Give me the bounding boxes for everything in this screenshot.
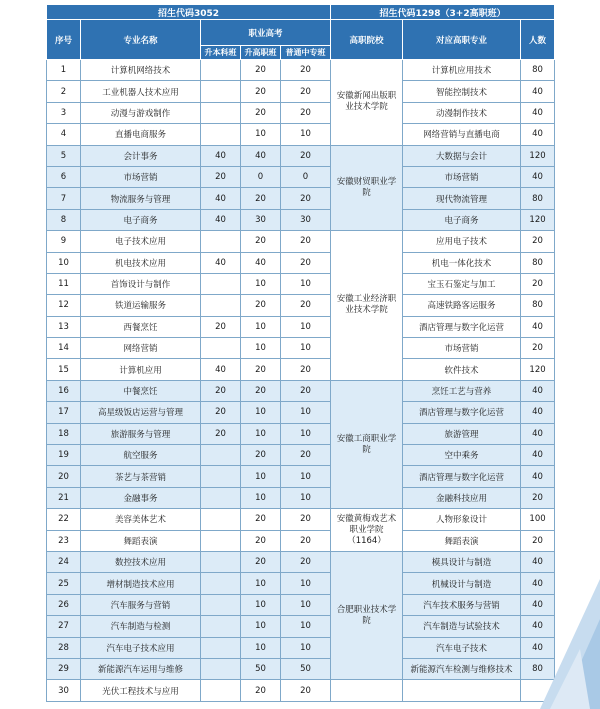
quota-count: 40 <box>521 380 555 401</box>
target-major: 高速铁路客运服务 <box>403 295 521 316</box>
secondary-count: 10 <box>281 124 331 145</box>
major-name: 中餐烹饪 <box>81 380 201 401</box>
target-major: 宝玉石鉴定与加工 <box>403 273 521 294</box>
table-row <box>47 316 555 337</box>
major-name: 会计事务 <box>81 145 201 166</box>
quota-count: 40 <box>521 466 555 487</box>
enroll-code-left: 招生代码3052 <box>47 5 331 20</box>
quota-count: 40 <box>521 573 555 594</box>
bachelor-count <box>201 60 241 81</box>
major-name: 计算机应用 <box>81 359 201 380</box>
row-number: 6 <box>47 166 81 187</box>
admissions-table <box>46 4 555 702</box>
col-header-school: 高职院校 <box>331 20 403 60</box>
major-name: 电子技术应用 <box>81 231 201 252</box>
target-major: 计算机应用技术 <box>403 60 521 81</box>
table-row <box>47 680 555 701</box>
major-name: 汽车电子技术应用 <box>81 637 201 658</box>
secondary-count: 20 <box>281 551 331 572</box>
target-major: 大数据与会计 <box>403 145 521 166</box>
higher-vocational-count: 20 <box>241 551 281 572</box>
bachelor-count <box>201 680 241 701</box>
bachelor-count <box>201 616 241 637</box>
secondary-count: 0 <box>281 166 331 187</box>
bachelor-count <box>201 487 241 508</box>
row-number: 5 <box>47 145 81 166</box>
col-header-exam: 职业高考 <box>201 20 331 46</box>
row-number: 4 <box>47 124 81 145</box>
row-number: 11 <box>47 273 81 294</box>
bachelor-count: 20 <box>201 166 241 187</box>
secondary-count: 10 <box>281 466 331 487</box>
higher-vocational-count: 10 <box>241 616 281 637</box>
bachelor-count <box>201 658 241 679</box>
row-number: 29 <box>47 658 81 679</box>
secondary-count: 50 <box>281 658 331 679</box>
bachelor-count <box>201 466 241 487</box>
quota-count: 80 <box>521 295 555 316</box>
table-row <box>47 423 555 444</box>
target-major: 汽车电子技术 <box>403 637 521 658</box>
row-number: 27 <box>47 616 81 637</box>
higher-vocational-count: 20 <box>241 530 281 551</box>
table-row <box>47 231 555 252</box>
bachelor-count: 40 <box>201 209 241 230</box>
target-major: 金融科技应用 <box>403 487 521 508</box>
bachelor-count <box>201 81 241 102</box>
quota-count: 20 <box>521 231 555 252</box>
quota-count: 40 <box>521 594 555 615</box>
quota-count: 20 <box>521 338 555 359</box>
partner-school: 合肥职业技术学院 <box>331 551 403 679</box>
major-name: 旅游服务与管理 <box>81 423 201 444</box>
higher-vocational-count: 10 <box>241 594 281 615</box>
quota-count: 40 <box>521 551 555 572</box>
quota-count: 20 <box>521 273 555 294</box>
partner-school: 安徽黄梅戏艺术职业学院（1164） <box>331 509 403 552</box>
higher-vocational-count: 40 <box>241 145 281 166</box>
row-number: 24 <box>47 551 81 572</box>
quota-count: 120 <box>521 145 555 166</box>
major-name: 茶艺与茶营销 <box>81 466 201 487</box>
table-row <box>47 487 555 508</box>
table-body <box>47 60 555 702</box>
major-name: 西餐烹饪 <box>81 316 201 337</box>
quota-count: 40 <box>521 616 555 637</box>
target-major: 动漫制作技术 <box>403 102 521 123</box>
bachelor-count <box>201 573 241 594</box>
target-major: 烹饪工艺与营养 <box>403 380 521 401</box>
target-major: 智能控制技术 <box>403 81 521 102</box>
major-name: 计算机网络技术 <box>81 60 201 81</box>
table-row <box>47 573 555 594</box>
row-number: 23 <box>47 530 81 551</box>
target-major: 机电一体化技术 <box>403 252 521 273</box>
row-number: 26 <box>47 594 81 615</box>
secondary-count: 20 <box>281 252 331 273</box>
target-major: 旅游管理 <box>403 423 521 444</box>
row-number: 19 <box>47 445 81 466</box>
mountain-decoration <box>480 559 600 709</box>
bachelor-count <box>201 445 241 466</box>
quota-count: 80 <box>521 658 555 679</box>
table-row <box>47 145 555 166</box>
higher-vocational-count: 40 <box>241 252 281 273</box>
bachelor-count: 20 <box>201 402 241 423</box>
bachelor-count: 20 <box>201 380 241 401</box>
major-name: 直播电商服务 <box>81 124 201 145</box>
quota-count: 120 <box>521 359 555 380</box>
table-row <box>47 445 555 466</box>
bachelor-count <box>201 124 241 145</box>
major-name: 光伏工程技术与应用 <box>81 680 201 701</box>
higher-vocational-count: 0 <box>241 166 281 187</box>
target-major: 网络营销与直播电商 <box>403 124 521 145</box>
bachelor-count <box>201 637 241 658</box>
table-row <box>47 252 555 273</box>
secondary-count: 20 <box>281 295 331 316</box>
target-major: 新能源汽车检测与维修技术 <box>403 658 521 679</box>
table-row <box>47 102 555 123</box>
target-major: 市场营销 <box>403 338 521 359</box>
major-name: 汽车服务与营销 <box>81 594 201 615</box>
secondary-count: 20 <box>281 445 331 466</box>
table-row <box>47 124 555 145</box>
secondary-count: 10 <box>281 487 331 508</box>
secondary-count: 10 <box>281 273 331 294</box>
partner-school: 安徽工业经济职业技术学院 <box>331 231 403 381</box>
table-row <box>47 209 555 230</box>
target-major: 汽车制造与试验技术 <box>403 616 521 637</box>
major-name: 工业机器人技术应用 <box>81 81 201 102</box>
row-number: 10 <box>47 252 81 273</box>
secondary-count: 20 <box>281 530 331 551</box>
quota-count: 40 <box>521 445 555 466</box>
higher-vocational-count: 20 <box>241 445 281 466</box>
table-row <box>47 273 555 294</box>
quota-count: 40 <box>521 423 555 444</box>
bachelor-count <box>201 231 241 252</box>
row-number: 13 <box>47 316 81 337</box>
major-name: 汽车制造与检测 <box>81 616 201 637</box>
quota-count: 40 <box>521 316 555 337</box>
table-row <box>47 295 555 316</box>
higher-vocational-count: 10 <box>241 124 281 145</box>
col-header-target: 对应高职专业 <box>403 20 521 60</box>
higher-vocational-count: 30 <box>241 209 281 230</box>
quota-count: 40 <box>521 637 555 658</box>
bachelor-count: 20 <box>201 316 241 337</box>
higher-vocational-count: 20 <box>241 102 281 123</box>
table-row <box>47 81 555 102</box>
table-row <box>47 402 555 423</box>
bachelor-count <box>201 295 241 316</box>
secondary-count: 20 <box>281 509 331 530</box>
major-name: 新能源汽车运用与维修 <box>81 658 201 679</box>
higher-vocational-count: 10 <box>241 573 281 594</box>
target-major: 人物形象设计 <box>403 509 521 530</box>
higher-vocational-count: 20 <box>241 509 281 530</box>
quota-count: 40 <box>521 124 555 145</box>
table-row <box>47 658 555 679</box>
enroll-code-right: 招生代码1298（3+2高职班） <box>331 5 555 20</box>
higher-vocational-count: 20 <box>241 680 281 701</box>
row-number: 16 <box>47 380 81 401</box>
major-name: 首饰设计与制作 <box>81 273 201 294</box>
secondary-count: 10 <box>281 616 331 637</box>
secondary-count: 20 <box>281 60 331 81</box>
row-number: 12 <box>47 295 81 316</box>
secondary-count: 20 <box>281 680 331 701</box>
higher-vocational-count: 10 <box>241 487 281 508</box>
secondary-count: 10 <box>281 594 331 615</box>
target-major: 应用电子技术 <box>403 231 521 252</box>
target-major: 酒店管理与数字化运营 <box>403 316 521 337</box>
secondary-count: 10 <box>281 338 331 359</box>
major-name: 高星级饭店运营与管理 <box>81 402 201 423</box>
major-name: 金融事务 <box>81 487 201 508</box>
higher-vocational-count: 20 <box>241 60 281 81</box>
quota-count: 100 <box>521 509 555 530</box>
higher-vocational-count: 20 <box>241 81 281 102</box>
table-row <box>47 594 555 615</box>
col-header-higher-vocational: 升高职班 <box>241 46 281 60</box>
quota-count: 80 <box>521 188 555 209</box>
target-major: 现代物流管理 <box>403 188 521 209</box>
higher-vocational-count: 10 <box>241 423 281 444</box>
target-major: 舞蹈表演 <box>403 530 521 551</box>
quota-count: 40 <box>521 81 555 102</box>
row-number: 25 <box>47 573 81 594</box>
row-number: 21 <box>47 487 81 508</box>
target-major: 软件技术 <box>403 359 521 380</box>
secondary-count: 20 <box>281 188 331 209</box>
bachelor-count <box>201 594 241 615</box>
major-name: 市场营销 <box>81 166 201 187</box>
row-number: 30 <box>47 680 81 701</box>
secondary-count: 20 <box>281 145 331 166</box>
major-name: 电子商务 <box>81 209 201 230</box>
table-row <box>47 188 555 209</box>
table-row <box>47 637 555 658</box>
row-number: 7 <box>47 188 81 209</box>
bachelor-count: 40 <box>201 145 241 166</box>
table-row <box>47 551 555 572</box>
secondary-count: 10 <box>281 637 331 658</box>
bachelor-count <box>201 551 241 572</box>
row-number: 9 <box>47 231 81 252</box>
higher-vocational-count: 10 <box>241 338 281 359</box>
table-row <box>47 466 555 487</box>
secondary-count: 10 <box>281 316 331 337</box>
row-number: 8 <box>47 209 81 230</box>
quota-count: 80 <box>521 252 555 273</box>
table-row <box>47 616 555 637</box>
higher-vocational-count: 10 <box>241 402 281 423</box>
col-header-no: 序号 <box>47 20 81 60</box>
bachelor-count: 40 <box>201 188 241 209</box>
higher-vocational-count: 20 <box>241 380 281 401</box>
admissions-table-wrapper <box>46 4 555 702</box>
higher-vocational-count: 20 <box>241 231 281 252</box>
secondary-count: 20 <box>281 102 331 123</box>
bachelor-count <box>201 338 241 359</box>
secondary-count: 20 <box>281 359 331 380</box>
row-number: 17 <box>47 402 81 423</box>
higher-vocational-count: 20 <box>241 359 281 380</box>
higher-vocational-count: 20 <box>241 188 281 209</box>
partner-school: 安徽新闻出版职业技术学院 <box>331 60 403 146</box>
secondary-count: 30 <box>281 209 331 230</box>
quota-count: 40 <box>521 402 555 423</box>
bachelor-count <box>201 102 241 123</box>
table-row <box>47 359 555 380</box>
col-header-bachelor: 升本科班 <box>201 46 241 60</box>
major-name: 航空服务 <box>81 445 201 466</box>
table-row <box>47 380 555 401</box>
bachelor-count: 40 <box>201 359 241 380</box>
major-name: 动漫与游戏制作 <box>81 102 201 123</box>
major-name: 机电技术应用 <box>81 252 201 273</box>
quota-count: 20 <box>521 487 555 508</box>
table-row <box>47 60 555 81</box>
target-major: 模具设计与制造 <box>403 551 521 572</box>
secondary-count: 20 <box>281 231 331 252</box>
partner-school: 安徽工商职业学院 <box>331 380 403 508</box>
target-major: 电子商务 <box>403 209 521 230</box>
higher-vocational-count: 10 <box>241 273 281 294</box>
row-number: 15 <box>47 359 81 380</box>
target-major: 机械设计与制造 <box>403 573 521 594</box>
major-name: 舞蹈表演 <box>81 530 201 551</box>
secondary-count: 10 <box>281 402 331 423</box>
secondary-count: 20 <box>281 81 331 102</box>
major-name: 增材制造技术应用 <box>81 573 201 594</box>
table-row <box>47 166 555 187</box>
secondary-count: 20 <box>281 380 331 401</box>
quota-count: 80 <box>521 60 555 81</box>
target-major: 空中乘务 <box>403 445 521 466</box>
table-row <box>47 509 555 530</box>
bachelor-count <box>201 273 241 294</box>
row-number: 3 <box>47 102 81 123</box>
target-major: 汽车技术服务与营销 <box>403 594 521 615</box>
major-name: 网络营销 <box>81 338 201 359</box>
row-number: 14 <box>47 338 81 359</box>
target-major: 酒店管理与数字化运营 <box>403 402 521 423</box>
bachelor-count <box>201 530 241 551</box>
row-number: 22 <box>47 509 81 530</box>
bachelor-count: 20 <box>201 423 241 444</box>
row-number: 1 <box>47 60 81 81</box>
higher-vocational-count: 10 <box>241 637 281 658</box>
major-name: 美容美体艺术 <box>81 509 201 530</box>
major-name: 铁道运输服务 <box>81 295 201 316</box>
col-header-major: 专业名称 <box>81 20 201 60</box>
higher-vocational-count: 20 <box>241 295 281 316</box>
row-number: 18 <box>47 423 81 444</box>
quota-count: 40 <box>521 166 555 187</box>
secondary-count: 10 <box>281 423 331 444</box>
partner-school: 安徽财贸职业学院 <box>331 145 403 231</box>
quota-count: 20 <box>521 530 555 551</box>
row-number: 20 <box>47 466 81 487</box>
table-row <box>47 338 555 359</box>
quota-count: 40 <box>521 102 555 123</box>
table-row <box>47 530 555 551</box>
target-major: 市场营销 <box>403 166 521 187</box>
row-number: 28 <box>47 637 81 658</box>
major-name: 数控技术应用 <box>81 551 201 572</box>
higher-vocational-count: 50 <box>241 658 281 679</box>
col-header-count: 人数 <box>521 20 555 60</box>
col-header-secondary: 普通中专班 <box>281 46 331 60</box>
secondary-count: 10 <box>281 573 331 594</box>
partner-school-empty <box>331 680 403 701</box>
target-major: 酒店管理与数字化运营 <box>403 466 521 487</box>
row-number: 2 <box>47 81 81 102</box>
higher-vocational-count: 10 <box>241 316 281 337</box>
quota-count: 120 <box>521 209 555 230</box>
bachelor-count: 40 <box>201 252 241 273</box>
bachelor-count <box>201 509 241 530</box>
higher-vocational-count: 10 <box>241 466 281 487</box>
major-name: 物流服务与管理 <box>81 188 201 209</box>
